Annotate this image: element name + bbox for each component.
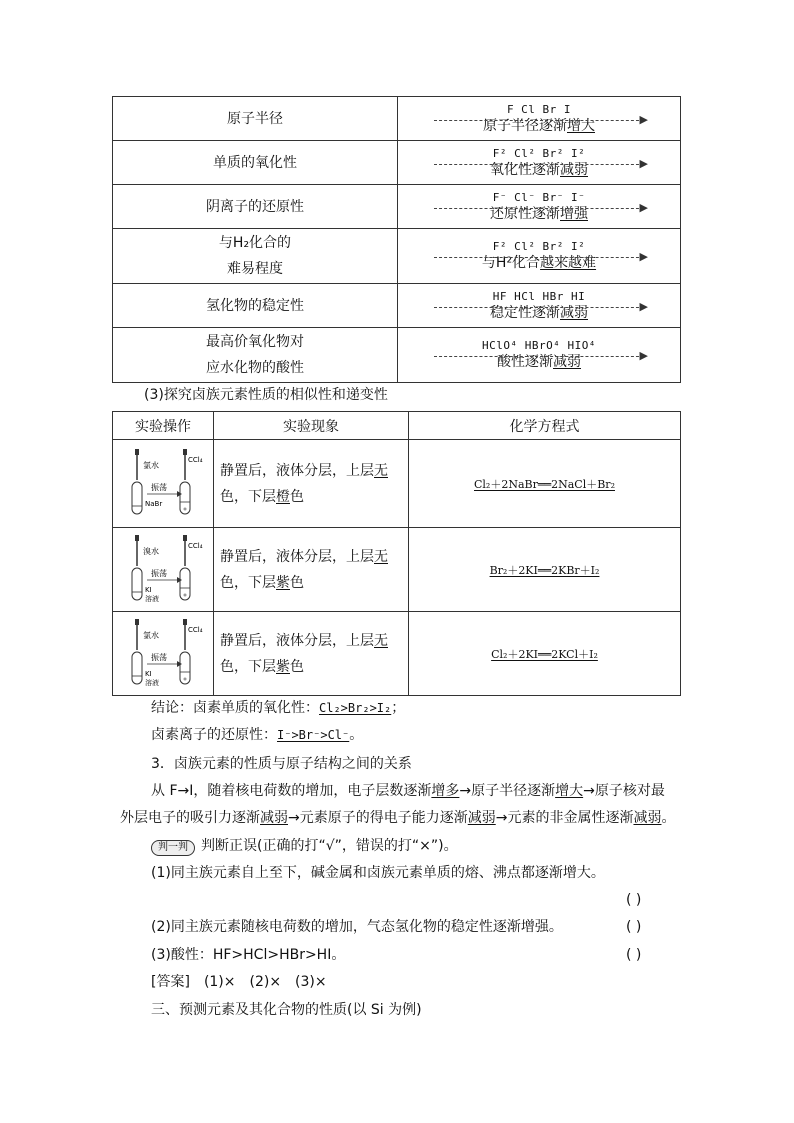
svg-text:KI: KI (145, 669, 152, 678)
svg-text:CCl₄: CCl₄ (188, 625, 203, 634)
judge-q1: (1)同主族元素自上至下，碱金属和卤族元素单质的熔、沸点都逐渐增大。 (151, 865, 605, 881)
arrow-right-icon: ▶ (639, 156, 648, 170)
judge-intro: 判一判 判断正误(正确的打“√”，错误的打“×”)。 (151, 837, 458, 856)
svg-text:振荡: 振荡 (151, 652, 167, 662)
header-operation: 实验操作 (113, 412, 214, 440)
trend-cell (398, 229, 681, 284)
trend-elements: F⁻ Cl⁻ Br⁻ I⁻ (492, 190, 586, 204)
experiment-operation-cell (113, 528, 214, 612)
trend-property-line: 最高价氧化物对 (206, 334, 304, 350)
chemical-equation: Cl₂＋2NaBr══2NaCl＋Br₂ (474, 477, 615, 491)
trend-cell (398, 185, 681, 229)
trend-cell (398, 97, 681, 141)
trend-elements: F² Cl² Br² I² (492, 240, 586, 253)
arrow-right-icon: ▶ (639, 112, 648, 126)
trend-row (113, 284, 681, 328)
arrow-right-icon: ▶ (639, 349, 648, 362)
svg-text:CCl₄: CCl₄ (188, 455, 203, 464)
trend-keyword: 减弱 (553, 354, 581, 370)
experiment-operation-cell (113, 612, 214, 696)
test-tube-diagram-icon (123, 532, 203, 608)
judge-badge: 判一判 (151, 840, 195, 856)
experiment-row (113, 612, 681, 696)
test-tube-diagram-icon (123, 446, 203, 522)
judge-q1-blank: ( ) (626, 892, 642, 908)
svg-text:KI: KI (145, 585, 152, 594)
trend-row (113, 328, 681, 383)
experiment-operation-cell (113, 440, 214, 528)
svg-text:溶液: 溶液 (145, 678, 159, 687)
trend-arrow-line (434, 208, 644, 209)
trend-property (113, 229, 398, 284)
experiment-row (113, 528, 681, 612)
trend-row (113, 141, 681, 185)
trend-property-line: 单质的氧化性 (213, 154, 297, 171)
relation-line-1: 从 F→I，随着核电荷数的增加，电子层数逐渐增多→原子半径逐渐增大→原子核对最 (151, 783, 665, 799)
reducing-order: I⁻>Br⁻>Cl⁻ (277, 728, 350, 742)
trend-keyword: 减弱 (560, 304, 588, 321)
trend-arrow-line (434, 164, 644, 165)
trend-keyword: 越来越难 (540, 255, 597, 271)
trend-description: 与H²化合越来越难 (481, 255, 597, 271)
trend-property (113, 328, 398, 383)
header-equation: 化学方程式 (409, 412, 681, 440)
trend-property (113, 141, 398, 185)
svg-text:氯水: 氯水 (143, 460, 159, 470)
conclusion-reducing: 卤素离子的还原性：I⁻>Br⁻>Cl⁻。 (151, 727, 364, 743)
trend-cell (398, 328, 681, 383)
answer-line: [答案] (1)× (2)× (3)× (151, 974, 327, 990)
trend-property-line: 氢化物的稳定性 (206, 297, 304, 314)
svg-text:氯水: 氯水 (143, 630, 159, 640)
trend-row (113, 229, 681, 284)
trend-property (113, 284, 398, 328)
trend-row (113, 97, 681, 141)
trend-keyword: 增强 (560, 205, 588, 222)
arrow-right-icon: ▶ (639, 250, 648, 263)
experiment-phenomenon: 静置后，液体分层，上层无色，下层紫色 (214, 612, 409, 696)
trend-property (113, 185, 398, 229)
trend-property-line: 阴离子的还原性 (206, 198, 304, 215)
trend-elements: HF HCl HBr HI (492, 289, 586, 303)
judge-q2: (2)同主族元素随核电荷数的增加，气态氢化物的稳定性逐渐增强。 (151, 919, 563, 935)
svg-text:溴水: 溴水 (143, 546, 159, 556)
trend-elements: F Cl Br I (506, 102, 572, 116)
trend-keyword: 减弱 (560, 161, 588, 178)
trend-table (112, 96, 681, 383)
judge-q3-blank: ( ) (626, 947, 642, 963)
section-3-heading: 3．卤族元素的性质与原子结构之间的关系 (151, 756, 412, 772)
trend-description: 稳定性逐渐减弱 (490, 304, 588, 321)
trend-description: 原子半径逐渐增大 (483, 117, 595, 134)
trend-property-line: 应水化物的酸性 (206, 360, 304, 376)
trend-row (113, 185, 681, 229)
judge-q2-blank: ( ) (626, 919, 642, 935)
trend-arrow-line (434, 356, 644, 357)
trend-elements: HClO⁴ HBrO⁴ HIO⁴ (482, 339, 596, 352)
conclusion-oxidizing: 结论：卤素单质的氧化性：Cl₂>Br₂>I₂； (151, 700, 406, 716)
oxidizing-order: Cl₂>Br₂>I₂ (319, 701, 392, 715)
trend-property-line: 与H₂化合的 (218, 235, 292, 251)
chemical-equation: Cl₂＋2KI══2KCl＋I₂ (491, 647, 598, 661)
trend-cell (398, 284, 681, 328)
experiment-phenomenon: 静置后，液体分层，上层无色，下层橙色 (214, 440, 409, 528)
svg-text:振荡: 振荡 (151, 568, 167, 578)
chemical-equation: Br₂＋2KI══2KBr＋I₂ (489, 563, 600, 577)
experiment-equation-cell (409, 612, 681, 696)
trend-property-line: 难易程度 (227, 261, 283, 277)
svg-text:振荡: 振荡 (151, 482, 167, 492)
svg-text:CCl₄: CCl₄ (188, 541, 203, 550)
trend-property (113, 97, 398, 141)
svg-text:NaBr: NaBr (145, 499, 163, 508)
trend-arrow-line (434, 120, 644, 121)
experiment-table (112, 411, 681, 696)
trend-arrow-line (434, 307, 644, 308)
arrow-right-icon: ▶ (639, 299, 648, 313)
relation-line-2: 外层电子的吸引力逐渐减弱→元素原子的得电子能力逐渐减弱→元素的非金属性逐渐减弱。 (120, 810, 676, 826)
trend-keyword: 增大 (567, 117, 595, 134)
trend-description: 还原性逐渐增强 (490, 205, 588, 222)
experiment-equation-cell (409, 528, 681, 612)
header-phenomenon: 实验现象 (214, 412, 409, 440)
experiment-row (113, 440, 681, 528)
trend-elements: F² Cl² Br² I² (492, 146, 586, 160)
trend-property-line: 原子半径 (227, 110, 283, 127)
judge-q3: (3)酸性：HF>HCl>HBr>HI。 (151, 947, 346, 963)
experiment-phenomenon: 静置后，液体分层，上层无色，下层紫色 (214, 528, 409, 612)
section-3-title: (3)探究卤族元素性质的相似性和递变性 (144, 387, 388, 403)
trend-description: 酸性逐渐减弱 (497, 354, 581, 370)
trend-arrow-line (434, 257, 644, 258)
next-section-heading: 三、预测元素及其化合物的性质(以 Si 为例) (151, 1002, 422, 1018)
test-tube-diagram-icon (123, 616, 203, 692)
svg-text:溶液: 溶液 (145, 594, 159, 603)
trend-description: 氧化性逐渐减弱 (490, 161, 588, 178)
experiment-equation-cell (409, 440, 681, 528)
arrow-right-icon: ▶ (639, 200, 648, 214)
trend-cell (398, 141, 681, 185)
